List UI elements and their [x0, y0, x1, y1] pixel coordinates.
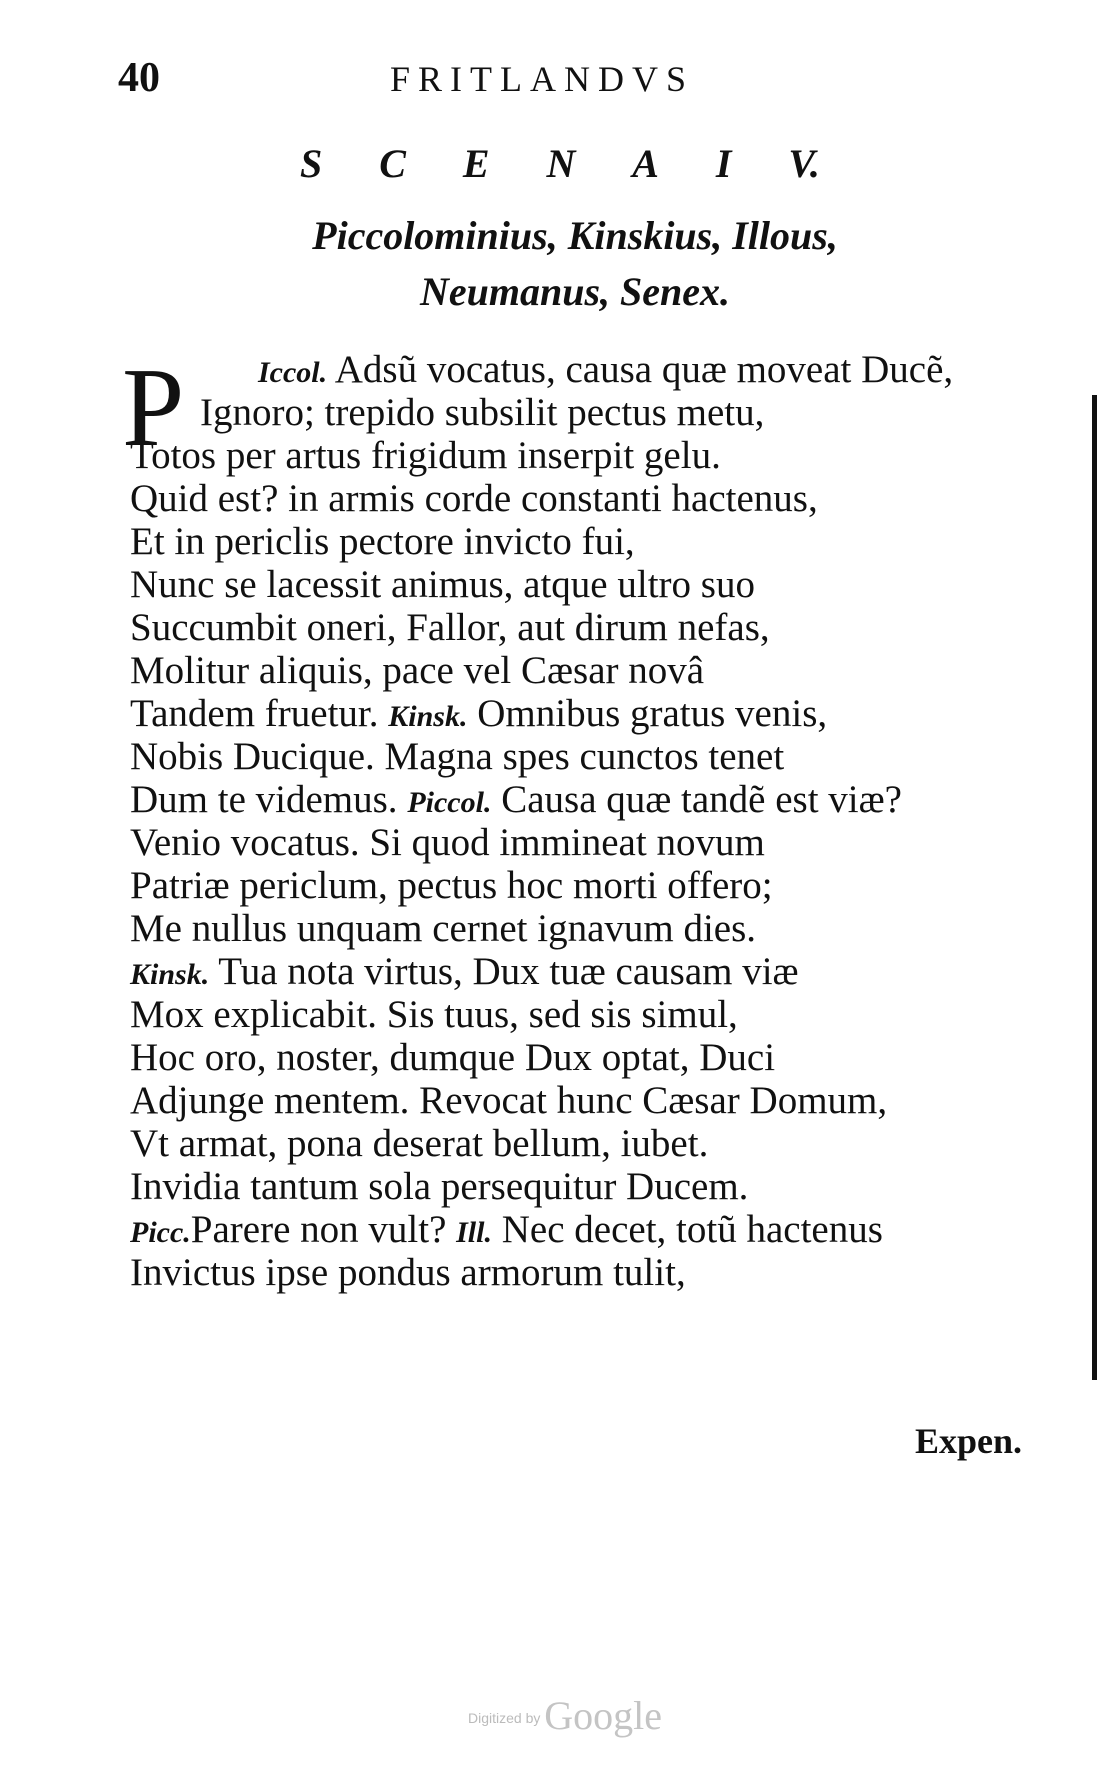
- verse-line: [130, 948, 799, 996]
- verse-line: [130, 561, 755, 609]
- speaker-label: Kinsk.: [130, 958, 210, 991]
- verse-text: Nobis Ducique. Magna spes cunctos tenet: [130, 735, 785, 778]
- speaker-label: Picc.: [130, 1216, 191, 1249]
- scene-letter: E: [462, 141, 490, 186]
- scene-letter: I: [715, 141, 732, 186]
- verse-line: [130, 862, 773, 910]
- scene-letter: S: [300, 141, 323, 186]
- verse-line: [258, 346, 953, 394]
- verse-text: Mox explicabit. Sis tuus, sed sis simul,: [130, 993, 738, 1036]
- verse-text: Ignoro; trepido subsilit pectus metu,: [200, 391, 765, 434]
- scene-letter: N: [546, 141, 576, 186]
- speaker-label: Kinsk.: [388, 700, 468, 733]
- verse-text: Patriæ periclum, pectus hoc morti offero;: [130, 864, 773, 907]
- verse-line: [130, 905, 756, 953]
- page-edge-bar: [1092, 395, 1097, 1380]
- digitization-watermark: [468, 1692, 662, 1739]
- verse-text: Dum te videmus.: [130, 778, 408, 821]
- verse-text: Succumbit oneri, Fallor, aut dirum nefas,: [130, 606, 770, 649]
- watermark-brand: Google: [544, 1693, 663, 1738]
- character-list-line-1: Piccolominius, Kinskius, Illous,: [312, 213, 838, 258]
- verse-text: Tua nota virtus, Dux tuæ causam viæ: [209, 950, 799, 993]
- verse-text: Invictus ipse pondus armorum tulit,: [130, 1251, 686, 1294]
- watermark-prefix: Digitized by: [468, 1710, 541, 1726]
- verse-line: [130, 1163, 748, 1211]
- verse-text: Molitur aliquis, pace vel Cæsar novâ: [130, 649, 705, 692]
- verse-text: Adsũ vocatus, causa quæ moveat Ducẽ,: [327, 348, 954, 391]
- scene-letter: C: [379, 141, 406, 186]
- verse-text: Nunc se lacessit animus, atque ultro suo: [130, 563, 755, 606]
- verse-line: [130, 1120, 708, 1168]
- scene-letter: V.: [788, 141, 820, 186]
- page-number: 40: [118, 55, 160, 101]
- verse-line: [130, 690, 827, 738]
- verse-text: Invidia tantum sola persequitur Ducem.: [130, 1165, 749, 1208]
- verse-text: Me nullus unquam cernet ignavum dies.: [130, 907, 757, 950]
- verse-text: Venio vocatus. Si quod immineat novum: [130, 821, 765, 864]
- verse-text: Omnibus gratus venis,: [467, 692, 828, 735]
- verse-text: Vt armat, pona deserat bellum, iubet.: [130, 1122, 709, 1165]
- verse-text: Hoc oro, noster, dumque Dux optat, Duci: [130, 1036, 776, 1079]
- verse-line: [130, 1077, 887, 1125]
- verse-line: [130, 604, 770, 652]
- verse-line: [130, 776, 902, 824]
- verse-text: Quid est? in armis corde constanti hactenus,: [130, 477, 818, 520]
- verse-text: Totos per artus frigidum inserpit gelu.: [130, 434, 721, 477]
- verse-text: Adjunge mentem. Revocat hunc Cæsar Domum,: [130, 1079, 888, 1122]
- verse-line: [130, 432, 721, 480]
- verse-line: [200, 389, 764, 437]
- scene-heading: [300, 140, 820, 187]
- verse-line: [130, 647, 704, 695]
- verse-text: Tandem fruetur.: [130, 692, 389, 735]
- verse-text: Nec decet, totũ hactenus: [491, 1208, 883, 1251]
- verse-text: Causa quæ tandẽ est viæ?: [491, 778, 902, 821]
- verse-line: [130, 1249, 686, 1297]
- verse-line: [130, 819, 765, 867]
- speaker-label: Piccol.: [407, 786, 492, 819]
- speaker-label: Ill.: [456, 1216, 492, 1249]
- verse-line: [130, 1206, 883, 1254]
- verse-line: [130, 733, 784, 781]
- verse-line: [130, 1034, 775, 1082]
- verse-text: Et in periclis pectore invicto fui,: [130, 520, 635, 563]
- speaker-label: Iccol.: [258, 356, 328, 389]
- verse-line: [130, 991, 738, 1039]
- verse-line: [130, 518, 635, 566]
- verse-line: [130, 475, 818, 523]
- drop-capital: P: [122, 346, 185, 470]
- running-title: FRITLANDVS: [390, 59, 695, 99]
- verse-text: Parere non vult?: [190, 1208, 457, 1251]
- catchword: Expen.: [915, 1421, 1023, 1461]
- scene-letter: A: [632, 141, 659, 186]
- character-list-line-2: Neumanus, Senex.: [419, 269, 731, 314]
